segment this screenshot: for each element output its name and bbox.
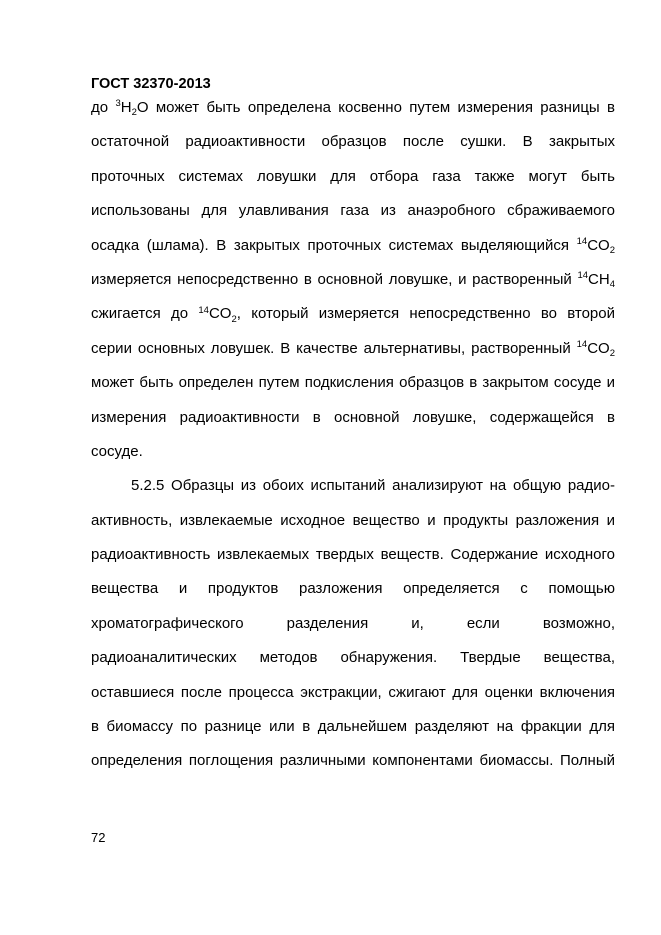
text-line: хроматографического разделения и, если возможно, (91, 614, 615, 632)
text-line: вещества и продуктов разложения определяется с помощью (91, 580, 615, 598)
text-line: осадка (шлама). В закрытых проточных системах выделяющийся $^{14}CO_2$ (91, 235, 615, 256)
text-line: сжигается до $^{14}CO_2$, который измеряется непосредственно во второй (91, 304, 615, 325)
text-line: активность, извлекаемые исходное вещество и продукты разложения и (91, 511, 615, 529)
text-line: использованы для улавливания газа из анаэробного сбраживаемого (91, 202, 615, 220)
text-line: оставшиеся после процесса экстракции, сжигают для оценки включения (91, 683, 615, 701)
text-line: измеряется непосредственно в основной ловушке, и растворенный $^{14}CH_4$ (91, 270, 615, 291)
page-number: 72 (91, 830, 106, 845)
text-line: измерения радиоактивности в основной ловушке, содержащейся в (91, 408, 615, 426)
text-line: остаточной радиоактивности образцов после сушки. В закрытых (91, 133, 615, 151)
text-line: сосуде. (91, 442, 143, 460)
text-line: может быть определен путем подкисления образцов в закрытом сосуде и (91, 374, 615, 392)
text-line: в биомассу по разнице или в дальнейшем разделяют на фракции для (91, 718, 615, 736)
text-line: до $^3H_2O$ может быть определена косвенно путем измерения разницы в (91, 98, 616, 119)
text-line: определения поглощения различными компонентами биомассы. Полный (91, 752, 615, 770)
text-line: радиоактивность извлекаемых твердых веществ. Содержание исходного (91, 546, 615, 564)
document-header: ГОСТ 32370-2013 (91, 76, 211, 92)
text-line: радиоаналитических методов обнаружения. Твердые вещества, (91, 649, 615, 667)
text-line: проточных системах ловушки для отбора газа также могут быть (91, 167, 615, 185)
section-5-2-5-start: 5.2.5 Образцы из обоих испытаний анализируют на общую радио- (131, 477, 615, 495)
text-line: серии основных ловушек. В качестве альтернативы, растворенный $^{14}CO_2$ (91, 339, 615, 360)
body-text (91, 91, 615, 779)
